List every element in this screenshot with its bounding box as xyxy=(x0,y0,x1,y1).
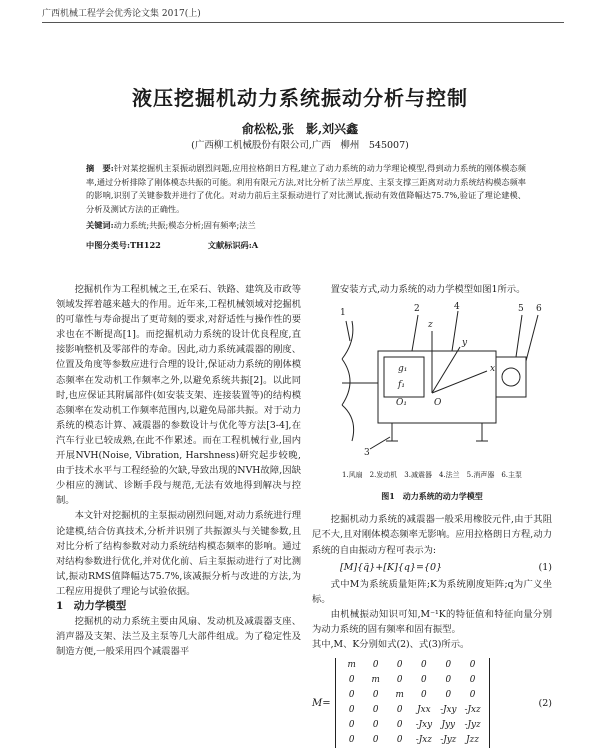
mass-matrix-table xyxy=(340,658,485,748)
authors: 俞松松,张 影,刘兴鑫 xyxy=(241,122,359,136)
matrix-cell: 0 xyxy=(372,735,379,746)
matrix-cell: 0 xyxy=(469,660,476,671)
matrix-cell: Jyy xyxy=(441,720,456,731)
matrix-row xyxy=(340,658,485,673)
matrix-cell: 0 xyxy=(348,675,355,686)
document-code: 文献标识码:A xyxy=(207,240,259,250)
matrix-row xyxy=(340,673,485,688)
x-axis xyxy=(432,371,487,393)
label-f1: f₁ xyxy=(398,380,405,391)
matrix-cell: Jxx xyxy=(417,705,431,716)
keywords xyxy=(86,220,526,231)
matrix-cell: -Jyz xyxy=(464,720,481,731)
label-5: 5 xyxy=(518,304,524,315)
matrix-row xyxy=(340,688,485,703)
matrix-cell: m xyxy=(371,675,380,686)
right-column xyxy=(312,282,552,748)
label-4: 4 xyxy=(454,302,460,313)
label-o1: O₁ xyxy=(396,398,407,409)
affiliation: (广西柳工机械股份有限公司,广西 柳州 545007) xyxy=(191,140,409,151)
matrix-cell: 0 xyxy=(469,675,476,686)
matrix-cell: 0 xyxy=(348,735,355,746)
matrix-cell: -Jyz xyxy=(440,735,457,746)
label-6: 6 xyxy=(536,304,542,315)
equation-1 xyxy=(340,560,552,575)
matrix-label: M= xyxy=(312,697,331,709)
abstract-label: 摘 要: xyxy=(86,163,114,173)
dynamics-model-figure xyxy=(312,301,550,461)
label-x: x xyxy=(490,364,496,375)
matrix-cell: 0 xyxy=(445,660,452,671)
figure-caption: 图1 动力系统的动力学模型 xyxy=(381,491,483,502)
matrix-cell: m xyxy=(395,690,404,701)
abstract xyxy=(86,162,526,216)
clc-number: 中图分类号:TH122 xyxy=(86,240,161,250)
label-g1: g₁ xyxy=(398,364,408,375)
right-paragraph-3: 式中M为系统质量矩阵;K为系统刚度矩阵;q为广义坐标。 xyxy=(312,578,552,605)
figure-legend: 1.风扇 2.发动机 3.减震器 4.法兰 5.消声器 6.主泵 xyxy=(341,471,523,480)
matrix-cell: 0 xyxy=(372,690,379,701)
matrix-cell: 0 xyxy=(396,735,403,746)
equation-2-number: (2) xyxy=(538,697,552,709)
matrix-cell: 0 xyxy=(421,675,427,686)
classification-row xyxy=(86,240,302,251)
right-paragraph-5: 其中,M、K分别如式(2)、式(3)所示。 xyxy=(312,639,470,651)
matrix-cell: -Jxz xyxy=(464,705,481,716)
equation-1-body: [M]{q̈}+[K]{q}={0} xyxy=(340,561,443,573)
matrix-cell: 0 xyxy=(396,675,403,686)
paper-title: 液压挖掘机动力系统振动分析与控制 xyxy=(132,86,468,110)
running-header: 广西机械工程学会优秀论文集 2017(上) xyxy=(42,9,201,19)
matrix-cell: 0 xyxy=(469,690,476,701)
section1-paragraph: 挖掘机的动力系统主要由风扇、发动机及减震器支座、消声器及支架、法兰及主泵等几大部件组成。为了稳定性及制造方便,一般采用四个减震器平 xyxy=(56,616,301,658)
matrix-row xyxy=(340,703,485,718)
matrix-cell: 0 xyxy=(445,675,452,686)
engine-drawing xyxy=(378,351,496,423)
keywords-text: 动力系统;共振;模态分析;固有频率;法兰 xyxy=(113,220,256,230)
matrix-cell: 0 xyxy=(396,705,403,716)
label-1: 1 xyxy=(340,308,346,319)
matrix-cell: 0 xyxy=(348,720,355,731)
matrix-cell: 0 xyxy=(372,720,379,731)
pump-drawing xyxy=(496,357,526,397)
label-z: z xyxy=(428,320,433,331)
abstract-text: 针对某挖掘机主泵振动剧烈问题,应用拉格朗日方程,建立了动力系统的动力学理论模型,得到动力系统的刚体模态频率,通过分析排除了刚体模态共振的可能。利用有限元方法,对比分析了法兰厚度、主泵支撑三距离对动力系统结构模态频率的影响,识别了关键参数并进行了优化。对动力前后主泵振动进行了对比测试,振动有效值降幅达75.7%,验证了理论建模、分析及测试方法的正确性。 xyxy=(86,163,526,214)
matrix-cell: 0 xyxy=(445,690,452,701)
section-heading: 1 动力学模型 xyxy=(56,599,127,612)
matrix-row xyxy=(340,718,485,733)
label-2: 2 xyxy=(414,304,420,315)
left-column xyxy=(56,282,301,659)
matrix-cell: Jzz xyxy=(466,735,479,746)
matrix-cell: 0 xyxy=(348,705,355,716)
matrix-cell: 0 xyxy=(421,660,427,671)
matrix-cell: -Jxy xyxy=(415,720,433,731)
matrix-cell: 0 xyxy=(396,660,403,671)
matrix-cell: 0 xyxy=(372,705,379,716)
header-rule xyxy=(42,22,564,23)
intro-paragraph-2: 本文针对挖掘机的主泵振动剧烈问题,对动力系统进行理论建模,结合仿真技术,分析并识别了共振源头与关键参数,且对比分析了结构参数对动力系统结构模态频率的影响。通过对结构参数进行优化,并对优化前、后主泵振动进行了对比测试,振动RMS值降幅达75.7%,该减振分析与改进的方法,为工程应用提供了理论与试验依据。 xyxy=(56,510,301,597)
label-o: O xyxy=(434,398,442,409)
label-3: 3 xyxy=(364,448,370,459)
matrix-cell: 0 xyxy=(421,690,427,701)
fan-drawing xyxy=(342,321,354,441)
matrix-cell: 0 xyxy=(396,720,403,731)
mass-matrix xyxy=(335,658,490,748)
matrix-row xyxy=(340,733,485,748)
equation-2 xyxy=(312,658,552,748)
matrix-cell: m xyxy=(347,660,356,671)
label-y: y xyxy=(462,338,468,349)
matrix-cell: 0 xyxy=(372,660,379,671)
intro-paragraph-1: 挖掘机作为工程机械之王,在采石、铁路、建筑及市政等领域发挥着越来越大的作用。近年来,工程机械领域对挖掘机的可靠性与寿命提出了更苛刻的要求,对舒适性与操作性的要求也在不断提高[1]。而挖掘机动力系统的设计优良程度,直接影响整机及零部件的寿命。因此,动力系统减震器的刚度、位置及角度等参数应进行合理的设计,保证动力系统的刚体模态频率在发动机工作频率之外,以避免系统共振[2]。以此同时,也应保证其附属部件(如安装支架、连接装置等)的结构模态频率在发动机工作频率范围内,以避免局部共振。对于动力系统的模态计算、减震器的参数设计与优化等方法[3-4],在汽车行业已较成熟,在此不作累述。而在工程机械行业,国内开展NVH(Noise, Vibration, Harshness)研究起步较晚,由于技术水平与工程经验的欠缺,导致出现的NVH故障,因缺少相应的测试、诊断手段与规范,无法有效地得到解决与控制。 xyxy=(56,284,301,507)
matrix-cell: -Jxy xyxy=(440,705,457,716)
keywords-label: 关键词: xyxy=(86,220,114,230)
y-axis xyxy=(432,347,460,393)
right-paragraph-1: 置安装方式,动力系统的动力学模型如图1所示。 xyxy=(330,284,526,295)
matrix-cell: 0 xyxy=(348,690,355,701)
equation-1-number: (1) xyxy=(538,561,552,573)
right-paragraph-2: 挖掘机动力系统的减震器一般采用橡胶元件,由于其阻尼不大,且对刚体模态频率无影响。应用拉格朗日方程,动力系统的自由振动方程可表示为: xyxy=(312,514,552,556)
matrix-cell: -Jxz xyxy=(415,735,432,746)
right-paragraph-4: 由机械振动知识可知,M⁻¹K的特征值和特征向量分别为动力系统的固有频率和固有振型。 xyxy=(312,608,552,636)
